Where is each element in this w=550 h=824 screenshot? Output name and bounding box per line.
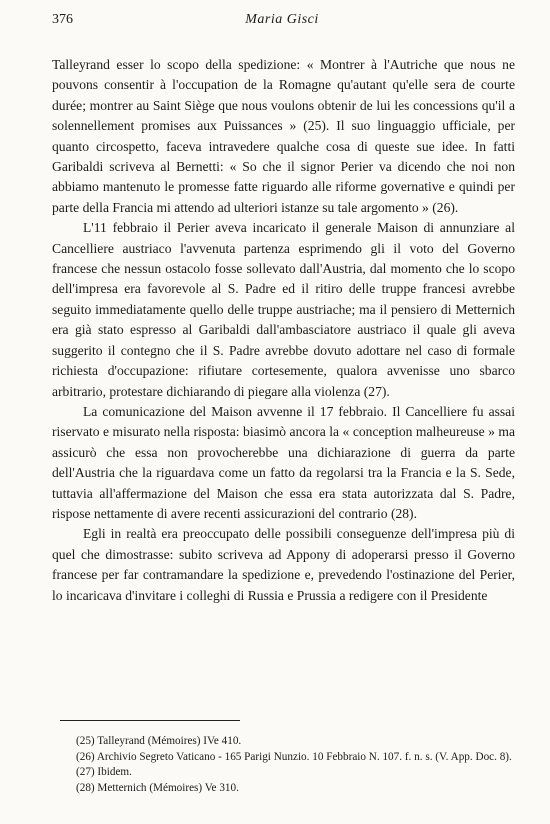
paragraph-2: L'11 febbraio il Perier aveva incaricato il generale Maison di annunziare al Cancelliere austriaco l'avvenuta partenza esprimendo gli il voto del Governo francese che nessun ostacolo fosse sollevato dall'Austria, dal momento che lo scopo dell'impresa era favorevole al S. Padre ed il ritiro delle truppe francesi avrebbe seguito immediatamente quello delle truppe austriache; ma il pensiero di Metternich era già stato espresso al Garibaldi dall'ambasciatore austriaco il quale gli aveva suggerito il contegno che il S. Padre avrebbe dovuto adottare nel caso di formale richiesta d'occupazione: rifiutare cortesemente, qualora avvenisse uno sbarco arbitrario, protestare dichiarando di piegare alla violenza (27). bbox=[52, 220, 515, 399]
footnotes bbox=[52, 734, 515, 796]
footnote-25: (25) Talleyrand (Mémoires) IVe 410. bbox=[76, 735, 242, 747]
paragraph-4: Egli in realtà era preoccupato delle possibili conseguenze dell'impresa più di quel che dimostrasse: subito scriveva ad Appony di adoperarsi presso il Governo francese per far contramandare la spedizione e, prevedendo l'ostinazione del Perier, lo incaricava d'invitare i colleghi di Russia e Prussia a redigere con il Presidente bbox=[52, 526, 515, 603]
running-head: Maria Gisci bbox=[245, 12, 319, 27]
footnote-28: (28) Metternich (Mémoires) Ve 310. bbox=[76, 781, 239, 794]
body-text bbox=[52, 55, 515, 606]
page-header bbox=[52, 12, 512, 32]
paragraph-1: Talleyrand esser lo scopo della spedizione: « Montrer à l'Autriche que nous ne pouvons consentir à l'occupation de la Romagne qu'autant qu'elle sera de courte durée; montrer au Saint Siège que nous voulons obtenir de lui les concessions qu'il a solennellement promises aux Puissances » (25). Il suo linguaggio ufficiale, per quanto circospetto, faceva intravedere qualche cosa di queste sue idee. In fatti Garibaldi scriveva al Bernetti: « So che il signor Perier va dicendo che noi non abbiamo mantenuto le promesse fatte riguardo alle riforme governative e quindi per parte della Francia mi attendo ad ulteriori istanze su tale argomento » (26). bbox=[52, 57, 515, 215]
footnote-26: (26) Archivio Segreto Vaticano - 165 Parigi Nunzio. 10 Febbraio N. 107. f. n. s. (V. App. Doc. 8). bbox=[76, 750, 512, 763]
footnote-27: (27) Ibidem. bbox=[76, 766, 132, 779]
page-number: 376 bbox=[52, 12, 73, 27]
footnote-divider bbox=[60, 720, 240, 721]
paragraph-3: La comunicazione del Maison avvenne il 17 febbraio. Il Cancelliere fu assai riservato e misurato nella risposta: biasimò ancora la « conception malheureuse » ma assicurò che essa non provocherebbe una dichiarazione di guerra da parte dell'Austria che la riguardava come un fatto da regolarsi tra la Francia e la S. Sede, tuttavia all'affermazione del Maison che essa era stata autorizzata dal S. Padre, rispose nettamente di avere recenti assicurazioni del contrario (28). bbox=[52, 403, 515, 521]
